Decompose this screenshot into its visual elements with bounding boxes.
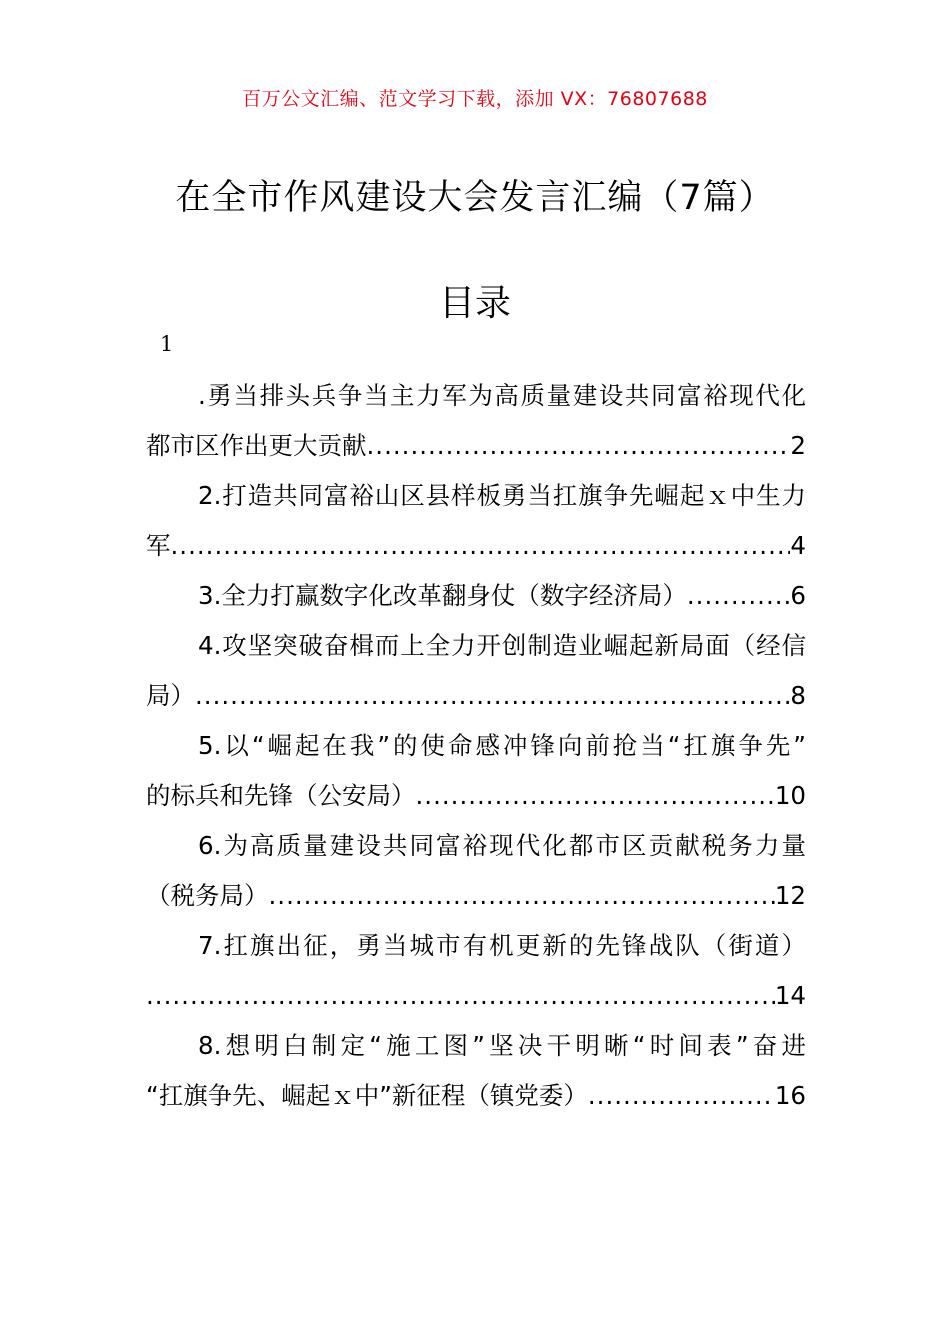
toc-entry-title-line: 7.扛旗出征，勇当城市有机更新的先锋战队（街道） <box>198 931 806 960</box>
dot-leader <box>687 571 791 621</box>
toc-entry-2[interactable] <box>146 471 806 571</box>
toc-entry-page: 10 <box>774 781 806 810</box>
toc-entry-page: 16 <box>774 1081 806 1110</box>
toc-entry-title-cont: 都市区作出更大贡献 <box>146 431 367 460</box>
toc-entry-page: 4 <box>790 531 806 560</box>
toc-entry-4[interactable] <box>146 621 806 721</box>
toc-entry-5[interactable] <box>146 721 806 821</box>
dot-leader <box>416 771 775 821</box>
dot-leader <box>588 1071 775 1121</box>
toc-entry-title-cont: “扛旗争先、崛起ｘ中”新征程（镇党委） <box>146 1081 588 1110</box>
toc-entry-title-line: .勇当排头兵争当主力军为高质量建设共同富裕现代化 <box>198 381 806 410</box>
toc-entry-page: 12 <box>774 881 806 910</box>
toc-entry-page: 8 <box>790 681 806 710</box>
toc-entry-page: 2 <box>790 431 806 460</box>
dot-leader <box>171 521 791 571</box>
toc-entry-title-cont: 军 <box>146 531 171 560</box>
toc-entry-title: 3.全力打赢数字化改革翻身仗（数字经济局） <box>198 581 687 610</box>
toc-entry-title-line: 4.攻坚突破奋楫而上全力开创制造业崛起新局面（经信 <box>198 631 806 660</box>
dot-leader <box>146 971 775 1021</box>
toc-entry-page: 14 <box>774 981 806 1010</box>
toc-entry-page: 6 <box>790 581 806 610</box>
toc-entry-last-line <box>146 1071 806 1121</box>
toc-entry-title-line: 2.打造共同富裕山区县样板勇当扛旗争先崛起ｘ中生力 <box>198 481 806 510</box>
toc-entry-8[interactable] <box>146 1021 806 1121</box>
toc-entry-3[interactable] <box>146 571 806 621</box>
toc-entry-last-line <box>146 871 806 921</box>
toc-marker: 1 <box>160 332 174 356</box>
table-of-contents <box>146 371 806 1121</box>
toc-entry-title-cont: 局） <box>146 681 195 710</box>
toc-entry-title-line: 5.以“崛起在我”的使命感冲锋向前抢当“扛旗争先” <box>198 731 806 760</box>
toc-entry-last-line <box>146 971 806 1021</box>
toc-entry-title-cont: 的标兵和先锋（公安局） <box>146 781 416 810</box>
toc-entry-last-line <box>146 771 806 821</box>
toc-entry-title-cont: （税务局） <box>146 881 269 910</box>
toc-entry-last-line <box>146 421 806 471</box>
dot-leader <box>269 871 775 921</box>
dot-leader <box>367 421 791 471</box>
toc-entry-title-line: 6.为高质量建设共同富裕现代化都市区贡献税务力量 <box>198 831 806 860</box>
toc-entry-1[interactable] <box>146 371 806 471</box>
toc-entry-last-line <box>146 671 806 721</box>
toc-entry-last-line <box>146 521 806 571</box>
header-banner: 百万公文汇编、范文学习下载，添加 VX：76807688 <box>242 88 708 110</box>
document-title: 在全市作风建设大会发言汇编（7篇） <box>175 178 775 218</box>
toc-entry-7[interactable] <box>146 921 806 1021</box>
toc-entry-6[interactable] <box>146 821 806 921</box>
dot-leader <box>195 671 790 721</box>
toc-entry-last-line <box>146 571 806 621</box>
toc-entry-title-line: 8.想明白制定“施工图”坚决干明晰“时间表”奋进 <box>198 1031 806 1060</box>
toc-heading: 目录 <box>438 283 511 324</box>
